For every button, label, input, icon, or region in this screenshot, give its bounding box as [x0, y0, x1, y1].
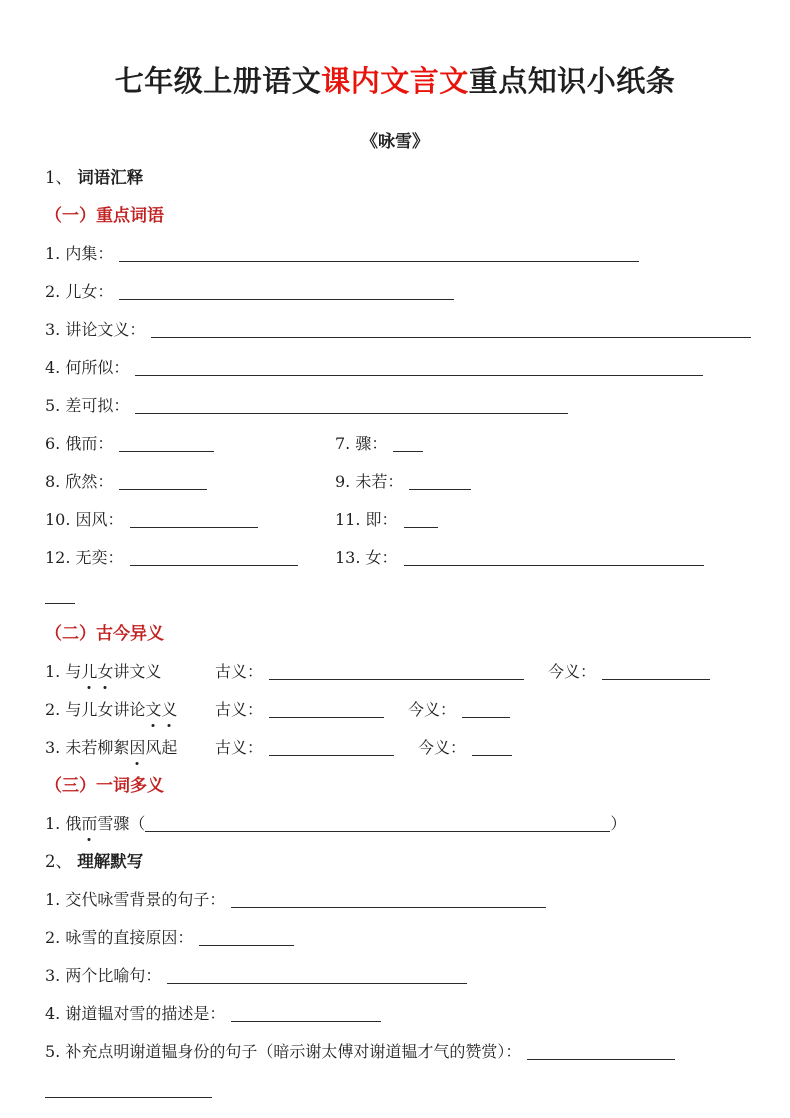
section-heading-dictation: [45, 843, 745, 881]
fill-blank: [231, 1008, 381, 1022]
subsection-heading-ancient-modern: （二）古今异义: [45, 623, 164, 644]
item-label: 4. 何所似：: [45, 357, 130, 377]
emphasized-char: 文: [145, 691, 161, 729]
item-label: 3. 讲论文义：: [45, 319, 146, 339]
subsection-heading-polysemy: （三）一词多义: [45, 775, 164, 796]
fill-blank: [231, 894, 546, 908]
fill-blank: [119, 438, 214, 452]
subsection-heading-key-words: （一）重点词语: [45, 205, 164, 226]
worksheet-item: [335, 501, 745, 539]
item-label: 1. 内集：: [45, 243, 114, 263]
worksheet-row: [45, 539, 745, 577]
item-label: 10. 因风：: [45, 509, 124, 529]
worksheet-row: [45, 995, 745, 1033]
worksheet-item: [45, 425, 335, 463]
fill-blank: [145, 818, 610, 832]
item-label: 古义：: [215, 661, 264, 681]
fill-blank: [119, 476, 207, 490]
item-label: 古义：: [215, 699, 264, 719]
worksheet-row: [45, 881, 745, 919]
worksheet-item: [335, 425, 745, 463]
page-title: [45, 57, 745, 105]
item-label: 今义：: [418, 737, 467, 757]
fill-blank: [409, 476, 471, 490]
section-label: 理解默写: [77, 851, 144, 871]
item-label: 今义：: [548, 661, 597, 681]
fill-blank: [393, 438, 423, 452]
fill-blank: [135, 362, 703, 376]
polysemy-row: 1. 俄而雪骤（ ）: [45, 805, 745, 843]
worksheet-row: [45, 691, 745, 729]
title-segment-black-1: 七年级上册语文: [114, 64, 322, 99]
fill-blank: [130, 514, 258, 528]
fill-blank: [130, 552, 298, 566]
worksheet-row: [45, 919, 745, 957]
fill-blank: [269, 666, 524, 680]
key-words-list-two-column: [45, 425, 745, 577]
item-label: 13. 女：: [335, 547, 398, 567]
fill-blank: [45, 590, 75, 604]
overflow-blank-row: [45, 577, 745, 615]
worksheet-item: [45, 539, 335, 577]
section-heading-vocabulary: [45, 159, 745, 197]
worksheet-row: [45, 387, 745, 425]
fill-blank: [119, 248, 639, 262]
item-label: 2. 儿女：: [45, 281, 114, 301]
phrase-with-emphasis: 1. 俄而雪骤: [45, 814, 129, 833]
item-label: 12. 无奕：: [45, 547, 124, 567]
section-number: 2、: [45, 851, 72, 871]
item-label: 3. 两个比喻句：: [45, 965, 162, 985]
fill-blank: [472, 742, 512, 756]
item-label: 11. 即：: [335, 509, 398, 529]
section-number: 1、: [45, 167, 72, 187]
worksheet-item: [45, 501, 335, 539]
title-segment-red: 课内文言文: [321, 64, 469, 99]
fill-blank: [269, 742, 394, 756]
fill-blank: [527, 1046, 675, 1060]
emphasized-char: 而: [81, 805, 97, 843]
worksheet-row: [45, 463, 745, 501]
item-label: 2. 咏雪的直接原因：: [45, 927, 194, 947]
fill-blank: [167, 970, 467, 984]
item-label: 4. 谢道韫对雪的描述是：: [45, 1003, 226, 1023]
item-label: 7. 骤：: [335, 433, 388, 453]
section-label: 词语汇释: [77, 167, 144, 187]
phrase-with-emphasis: 3. 未若柳絮因风起: [45, 729, 215, 767]
emphasized-char: 女: [97, 653, 113, 691]
item-label: 今义：: [408, 699, 457, 719]
worksheet-item: [45, 463, 335, 501]
item-label: 5. 差可拟：: [45, 395, 130, 415]
fill-blank: [119, 286, 454, 300]
worksheet-row: [45, 425, 745, 463]
fill-blank: [45, 1084, 212, 1098]
worksheet-row: [45, 501, 745, 539]
item-label: 8. 欣然：: [45, 471, 114, 491]
emphasized-char: 因: [129, 729, 145, 767]
worksheet-row: [45, 235, 745, 273]
overflow-blank-row: [45, 1071, 745, 1109]
item-label: 6. 俄而：: [45, 433, 114, 453]
dictation-list: [45, 881, 745, 1071]
worksheet-row: [45, 1033, 745, 1071]
item-label: 1. 交代咏雪背景的句子：: [45, 889, 226, 909]
fill-blank: [404, 552, 704, 566]
fill-blank: [404, 514, 438, 528]
emphasized-char: 义: [161, 691, 177, 729]
key-words-list-full: [45, 235, 745, 425]
title-segment-black-2: 重点知识小纸条: [468, 64, 676, 99]
fill-blank: [269, 704, 384, 718]
item-label: 9. 未若：: [335, 471, 404, 491]
fill-blank: [602, 666, 710, 680]
fill-blank: [151, 324, 751, 338]
worksheet-row: [45, 311, 745, 349]
worksheet-item: [335, 463, 745, 501]
worksheet-item: [335, 539, 745, 577]
ancient-modern-list: [45, 653, 745, 767]
fill-blank: [462, 704, 510, 718]
lesson-subtitle: 《咏雪》: [361, 131, 429, 152]
item-label: 5. 补充点明谢道韫身份的句子（暗示谢太傅对谢道韫才气的赞赏）：: [45, 1041, 522, 1061]
worksheet-row: [45, 273, 745, 311]
item-label: 古义：: [215, 737, 264, 757]
worksheet-row: [45, 653, 745, 691]
worksheet-row: [45, 957, 745, 995]
fill-blank: [135, 400, 568, 414]
fill-blank: [199, 932, 294, 946]
worksheet-row: [45, 729, 745, 767]
phrase-with-emphasis: 1. 与儿女讲文义: [45, 653, 215, 691]
emphasized-char: 儿: [81, 653, 97, 691]
phrase-with-emphasis: 2. 与儿女讲论文义: [45, 691, 215, 729]
worksheet-row: [45, 349, 745, 387]
